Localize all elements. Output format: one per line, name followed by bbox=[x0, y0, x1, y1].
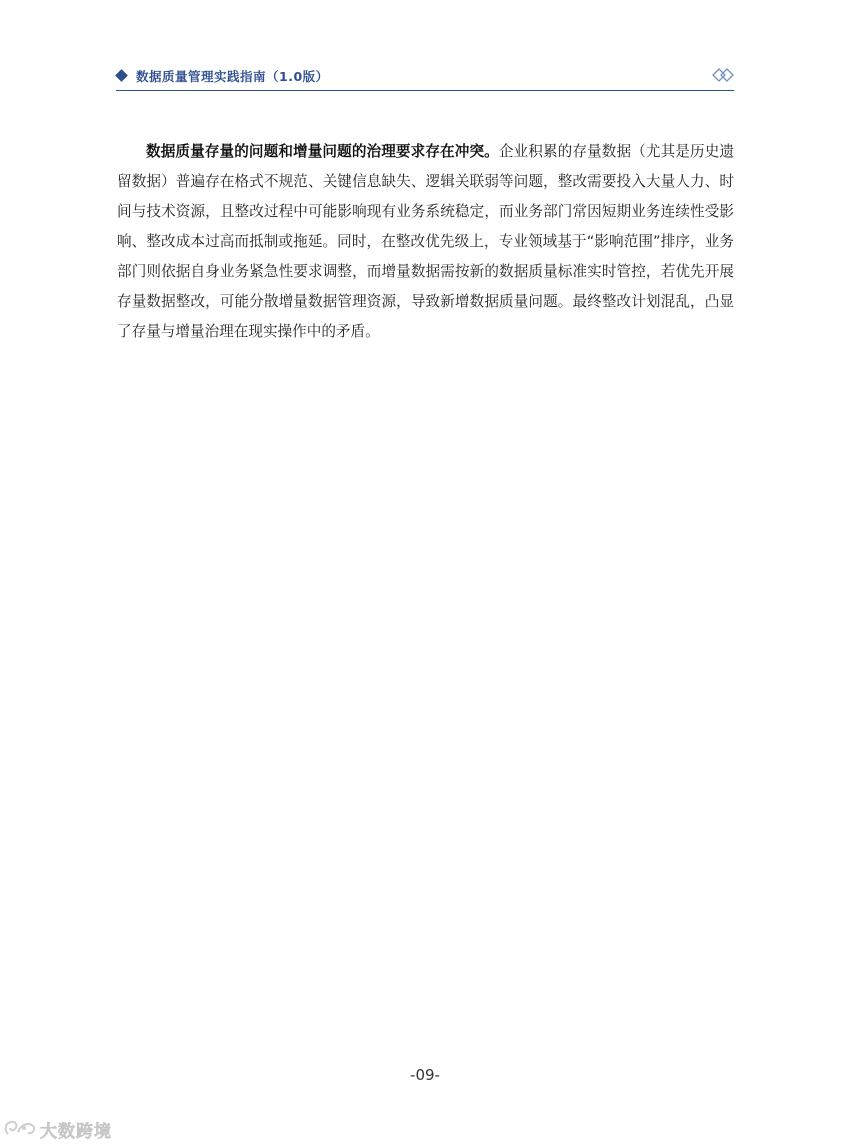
header-title: 数据质量管理实践指南（1.0版） bbox=[136, 69, 329, 84]
paragraph-text: 企业积累的存量数据（尤其是历史遗留数据）普遍存在格式不规范、关键信息缺失、逻辑关联弱等问题，整改需要投入大量人力、时间与技术资源，且整改过程中可能影响现有业务系统稳定，而业务部门常因短期业务连续性受影响、整改成本过高而抵制或拖延。同时，在整改优先级上，专业领域基于“影响范围”排序，业务部门则依据自身业务紧急性要求调整，而增量数据需按新的数据质量标准实时管控，若优先开展存量数据整改，可能分散增量数据管理资源，导致新增数据质量问题。最终整改计划混乱，凸显了存量与增量治理在现实操作中的矛盾。 bbox=[117, 143, 734, 340]
page-number: -09- bbox=[410, 1066, 440, 1084]
watermark-text: 大数跨境 bbox=[40, 1121, 112, 1142]
watermark bbox=[2, 1116, 112, 1142]
header-divider bbox=[116, 90, 734, 91]
paragraph-lead-sentence: 数据质量存量的问题和增量问题的治理要求存在冲突。 bbox=[146, 143, 499, 160]
body-paragraph bbox=[117, 137, 734, 347]
double-diamond-logo-icon bbox=[712, 67, 734, 83]
page-header bbox=[116, 66, 734, 92]
diamond-bullet-icon bbox=[115, 69, 128, 82]
watermark-logo-icon bbox=[2, 1118, 38, 1140]
